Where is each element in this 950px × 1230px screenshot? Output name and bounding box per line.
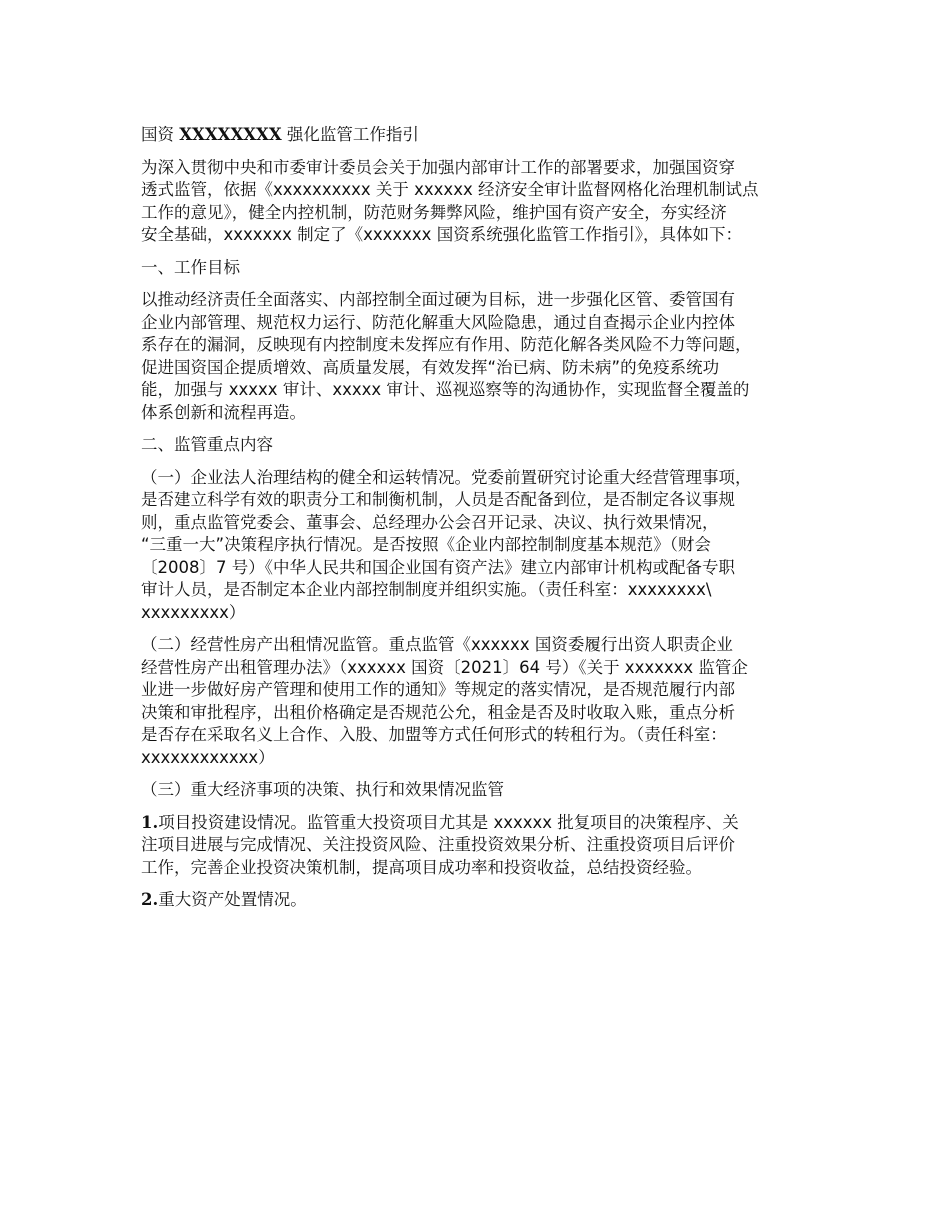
document-page xyxy=(141,124,831,922)
section1-heading: 一、工作目标 xyxy=(141,257,240,277)
intro-paragraph: 为深入贯彻中央和市委审计委员会关于加强内部审计工作的部署要求，加强国资穿 透式监管，依据《xxxxxxxxxx 关于 xxxxxx 经济安全审计监督网格化治理机制试点 工作的意见》，健全内控机制，防范财务舞弊风险，维护国有资产安全，夯实经济 安全基础，xxxxxxx 制定了《xxxxxxx 国资系统强化监管工作指引》，具体如下： xyxy=(141,157,759,244)
sub2-number: 2. xyxy=(141,890,159,909)
section1-body: 以推动经济责任全面落实、内部控制全面过硬为目标，进一步强化区管、委管国有 企业内部管理、规范权力运行、防范化解重大风险隐患，通过自查揭示企业内控体 系存在的漏洞，反映现有内控制度未发挥应有作用、防范化解各类风险不力等问题， 促进国资国企提质增效、高质量发展，有效发挥“治已病、防未病”的免疫系统功 能，加强与 xxxxx 审计、xxxxx 审计、巡视巡察等的沟通协作，实现监督全覆盖的 体系创新和流程再造。 xyxy=(141,290,752,422)
sub2-text: 重大资产处置情况。 xyxy=(158,890,307,909)
document-title xyxy=(141,124,831,147)
item3-paragraph: （三）重大经济事项的决策、执行和效果情况监管 xyxy=(141,780,504,799)
title-bold-code: XXXXXXXX xyxy=(179,125,282,144)
sub1-paragraph xyxy=(141,812,831,880)
sub1-number: 1. xyxy=(141,812,159,832)
sub2-paragraph xyxy=(141,889,831,912)
item1-paragraph: （一）企业法人治理结构的健全和运转情况。党委前置研究讨论重大经营管理事项， 是否建立科学有效的职责分工和制衡机制，人员是否配备到位，是否制定各议事规 则，重点监管党委会、董事会、总经理办公会召开记录、决议、执行效果情况， “三重一大”决策程序执行情况。是否按照《企业内部控制制度基本规范》（财会 〔2008〕7 号）《中华人民共和国企业国有资产法》建立内部审计机构或配备专职 审计人员，是否制定本企业内部控制制度并组织实施。（责任科室：xxxxxxxx\ xxxxxxxxx） xyxy=(141,467,752,622)
section2-heading: 二、监管重点内容 xyxy=(141,435,273,454)
title-prefix: 国资 xyxy=(141,125,180,144)
item2-paragraph: （二）经营性房产出租情况监管。重点监管《xxxxxx 国资委履行出资人职责企业 经营性房产出租管理办法》（xxxxxx 国资〔2021〕64 号）《关于 xxxxxxx 监管企 业进一步做好房产管理和使用工作的通知》等规定的落实情况，是否规范履行内部 决策和审批程序，出租价格确定是否规范公允，租金是否及时收取入账，重点分析 是否存在采取名义上合作、入股、加盟等方式任何形式的转租行为。（责任科室： xxxxxxxxxxxx） xyxy=(141,635,748,767)
title-suffix: 强化监管工作指引 xyxy=(281,125,419,144)
sub1-text: 项目投资建设情况。监管重大投资项目尤其是 xxxxxx 批复项目的决策程序、关 注项目进展与完成情况、关注投资风险、注重投资效果分析、注重投资项目后评价 工作，完善企业投资决策机制，提高项目成功率和投资收益，总结投资经验。 xyxy=(141,812,739,877)
